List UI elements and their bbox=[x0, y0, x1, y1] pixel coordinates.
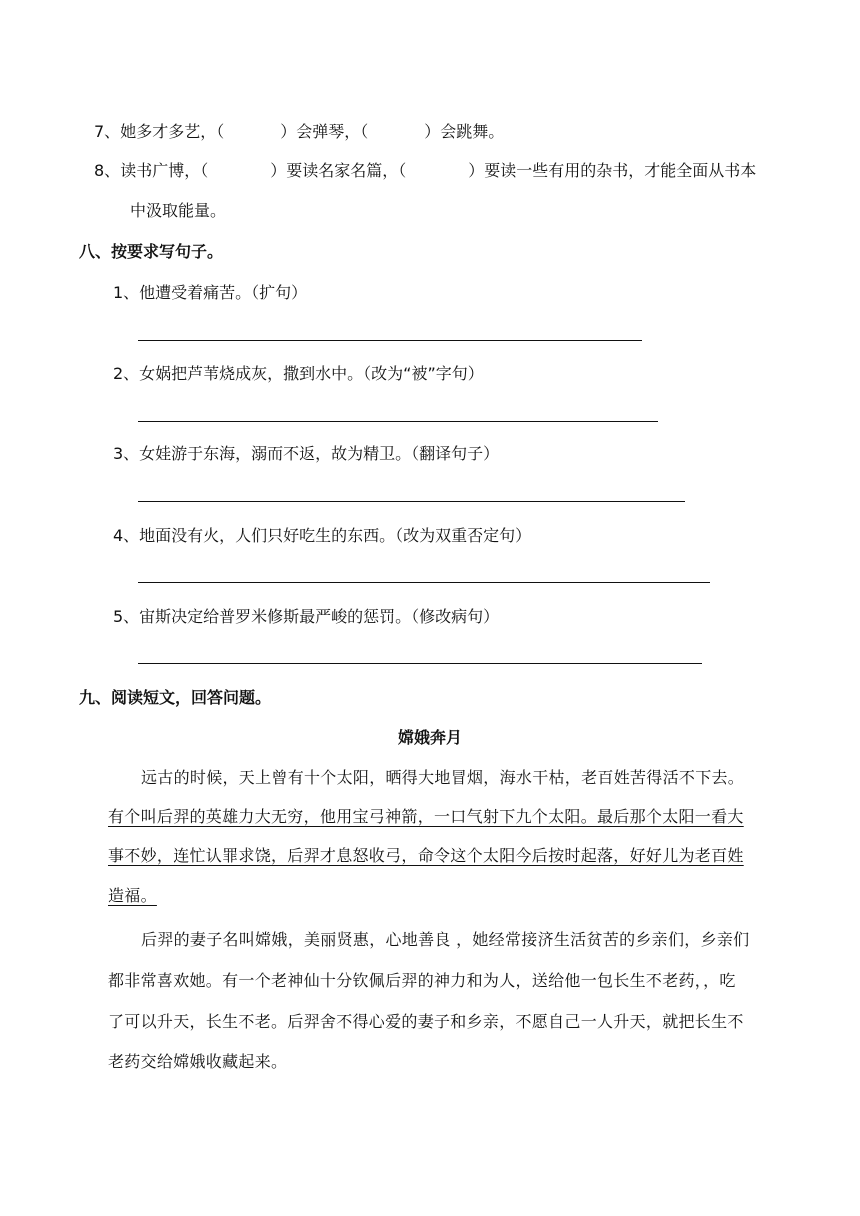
question-text-part: 读书广博，（ bbox=[120, 161, 209, 180]
answer-line-2[interactable] bbox=[138, 421, 658, 422]
task-item-4: 4、地面没有火，人们只好吃生的东西。（改为双重否定句） bbox=[113, 526, 532, 545]
passage-line: 都非常喜欢她。有一个老神仙十分钦佩后羿的神力和为人，送给他一包长生不老药，，吃 bbox=[108, 971, 736, 990]
passage-line-underlined: 有个叫后羿的英雄力大无穷，他用宝弓神箭，一口气射下九个太阳。最后那个太阳一看大 bbox=[108, 807, 744, 826]
task-item-1: 1、他遭受着痛苦。（扩句） bbox=[113, 283, 308, 302]
task-item-2: 2、女娲把芦苇烧成灰，撒到水中。（改为“被”字句） bbox=[113, 364, 484, 383]
passage-line: 老药交给嫦娥收藏起来。 bbox=[108, 1052, 288, 1071]
question-7 bbox=[94, 122, 504, 142]
section-heading: 九、阅读短文，回答问题。 bbox=[79, 688, 272, 707]
question-8 bbox=[94, 161, 756, 181]
question-text-part: ）要读名家名篇，（ bbox=[270, 161, 407, 180]
question-number: 7、 bbox=[94, 122, 121, 141]
passage-line: 后羿的妻子名叫嫦娥，美丽贤惠，心地善良 ，她经常接济生活贫苦的乡亲们，乡亲们 bbox=[141, 930, 750, 949]
task-item-5: 5、宙斯决定给普罗米修斯最严峻的惩罚。（修改病句） bbox=[113, 607, 500, 626]
passage-title: 嫦娥奔月 bbox=[397, 728, 462, 747]
question-text-part: ）会弹琴，（ bbox=[280, 122, 369, 141]
answer-line-5[interactable] bbox=[138, 663, 702, 664]
question-number: 8、 bbox=[94, 161, 121, 180]
passage-line: 远古的时候，天上曾有十个太阳，晒得大地冒烟，海水干枯，老百姓苦得活不下去。 bbox=[141, 768, 745, 787]
answer-line-4[interactable] bbox=[138, 582, 710, 583]
passage-line: 了可以升天，长生不老。后羿舍不得心爱的妻子和乡亲，不愿自己一人升天，就把长生不 bbox=[108, 1012, 744, 1031]
passage-line-underlined: 事不妙，连忙认罪求饶，后羿才息怒收弓，命令这个太阳今后按时起落，好好儿为老百姓 bbox=[108, 846, 744, 865]
question-text-part: 她多才多艺，（ bbox=[120, 122, 225, 141]
question-text-part: ）会跳舞。 bbox=[424, 122, 505, 141]
task-item-3: 3、女娃游于东海，溺而不返，故为精卫。（翻译句子） bbox=[113, 444, 500, 463]
passage-line-underlined: 造福。 bbox=[108, 886, 157, 905]
answer-line-1[interactable] bbox=[138, 340, 642, 341]
section-heading: 八、按要求写句子。 bbox=[79, 242, 224, 261]
answer-line-3[interactable] bbox=[138, 501, 685, 502]
question-8-continuation: 中汲取能量。 bbox=[130, 201, 227, 220]
question-text-part: ）要读一些有用的杂书，才能全面从书本 bbox=[468, 161, 757, 180]
